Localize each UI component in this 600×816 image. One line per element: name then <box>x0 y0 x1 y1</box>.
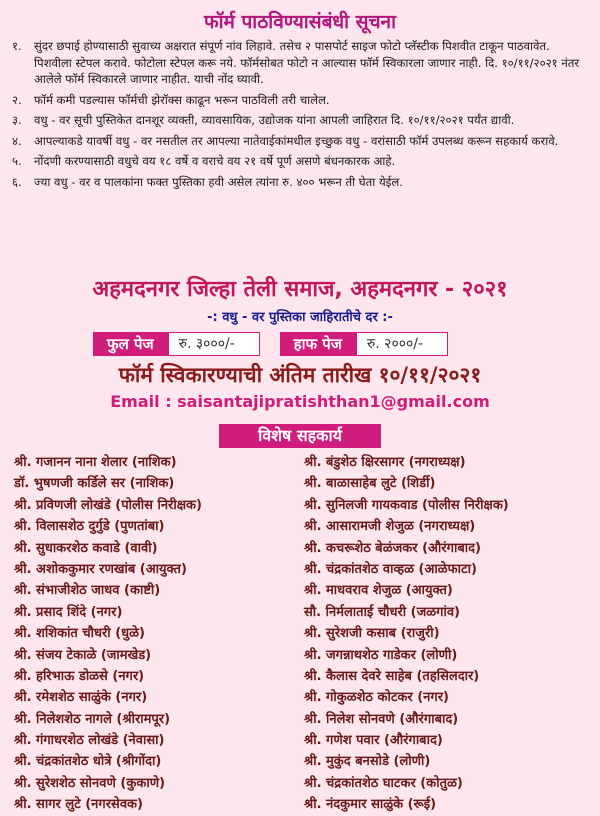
sponsor-name: डॉ. भुषणजी कर्डिले सर (नाशिक) <box>14 476 175 492</box>
rule-number: २. <box>12 92 22 107</box>
sponsor-name: श्री. अशोककुमार रणखांब (आयुक्त) <box>14 561 187 577</box>
rule-number: ४. <box>12 133 22 148</box>
sponsor-name: श्री. प्रसाद शिंदे (नगर) <box>14 604 123 620</box>
half-page-label: हाफ पेज <box>280 332 356 356</box>
rules-list <box>12 38 588 194</box>
rule-item <box>12 92 588 109</box>
rule-item <box>12 133 588 150</box>
full-page-label: फुल पेज <box>93 332 168 356</box>
rule-text: आपल्याकडे यावर्षी वधु - वर नसतील तर आपल्या नातेवाईकांमधील इच्छुक वधु - वरांसाठी फॉर्म उपलब्ध करून सहकार्य करावे. <box>34 133 559 148</box>
rule-text: नोंदणी करण्यासाठी वधुचे वय १८ वर्षे व वराचे वय २१ वर्षे पूर्ण असणे बंधनकारक आहे. <box>34 154 396 168</box>
sponsor-name: श्री. बाळासाहेब लुटे (शिर्डी) <box>304 476 436 492</box>
rule-item <box>12 174 588 191</box>
sponsor-name: श्री. चंद्रकांतशेठ धोत्रे (श्रीगोंदा) <box>14 754 162 770</box>
sponsors-heading: विशेष सहकार्य <box>219 424 381 448</box>
rule-number: १. <box>12 39 22 53</box>
sponsor-name: श्री. निलेशशेठ नागले (श्रीरामपूर) <box>14 711 171 727</box>
sponsor-name: श्री. गोकुळशेठ कोटकर (नगर) <box>304 690 449 706</box>
email-address: Email : saisantajipratishthan1@gmail.com <box>110 392 490 411</box>
sponsor-name: श्री. नंदकुमार साळुंके (रूई) <box>304 797 437 813</box>
sponsor-name: श्री. चंद्रकांतशेठ वाव्हळ (आळेफाटा) <box>304 561 477 577</box>
half-page-price: रु. २०००/- <box>356 332 448 356</box>
sponsor-name: श्री. निलेश सोनवणे (औरंगाबाद) <box>304 711 459 727</box>
rule-item <box>12 153 588 170</box>
rule-item <box>12 38 588 88</box>
deadline: फॉर्म स्विकारण्याची अंतिम तारीख १०/११/२०२१ <box>118 363 482 387</box>
rule-text: फॉर्म कमी पडल्यास फॉर्मची झेरॉक्स काढून भरून पाठविली तरी चालेल. <box>34 92 330 107</box>
sponsor-name: श्री. संजय टेकाळे (जामखेड) <box>14 647 152 663</box>
sponsor-name: श्री. गजानन नाना शेलार (नाशिक) <box>14 455 177 470</box>
sponsor-name: श्री. रमेशशेठ साळुंके (नगर) <box>14 690 148 706</box>
sponsor-name: श्री. सुरेशजी कसाब (राजुरी) <box>304 626 440 642</box>
sponsor-name: श्री. माधवराव शेजुळ (आयुक्त) <box>304 583 453 599</box>
sponsor-name: श्री. हरिभाऊ डोळसे (नगर) <box>14 668 145 684</box>
sponsor-name: श्री. कचरूशेठ बेळंजकर (औरंगाबाद) <box>304 540 481 556</box>
sponsor-name: श्री. चंद्रकांतशेठ घाटकर (कोतुळ) <box>304 775 463 791</box>
sponsor-name: श्री. आसारामजी शेजुळ (नगराध्यक्ष) <box>304 519 476 535</box>
org-title: अहमदनगर जिल्हा तेली समाज, अहमदनगर - २०२१ <box>92 277 508 302</box>
sponsor-name: श्री. सागर लुटे (नगरसेवक) <box>14 797 143 813</box>
sponsor-name: श्री. संभाजीशेठ जाधव (काष्टी) <box>14 583 161 599</box>
sponsor-name: श्री. जगन्नाथशेठ गाडेकर (लोणी) <box>304 647 458 663</box>
sponsor-name: श्री. विलासशेठ दुर्गुडे (पुणतांबा) <box>14 519 165 535</box>
rates-row <box>93 332 468 356</box>
rule-item <box>12 112 588 129</box>
sponsor-name: श्री. सुरेशशेठ सोनवणे (कुकाणे) <box>14 775 166 791</box>
sponsor-name: सौ. निर्मलाताई चौधरी (जळगांव) <box>304 604 460 620</box>
rule-text: वधु - वर सूची पुस्तिकेत दानशूर व्यक्ती, व्यावसायिक, उद्योजक यांना आपली जाहिरात दि. १०/११/२०२१ पर्यंत द्यावी. <box>34 113 515 127</box>
sponsor-name: श्री. मुकुंद बनसोडे (लोणी) <box>304 754 431 770</box>
full-page-price: रु. ३०००/- <box>168 332 260 356</box>
rule-text: सुंदर छपाई होण्यासाठी सुवाच्य अक्षरात संपूर्ण नांव लिहावे. तसेच २ पासपोर्ट साइज फोटो प्लॅस्टीक पिशवीत टाकून पाठवावेत. पिशवीला स्टेपल करावे. फोटोला स्टेपल करू नये. फॉर्मसोबत फोटो न आल्यास फॉर्म स्विकारला जाणार नाही. दि. १०/११/२०२१ नंतर आलेले फॉर्म स्विकारले जाणार नाहीत. याची नोंद घ्यावी. <box>34 39 580 86</box>
sponsor-name: श्री. बंडुशेठ क्षिरसागर (नगराध्यक्ष) <box>304 455 466 470</box>
sponsor-name: श्री. प्रविणजी लोखंडे (पोलीस निरीक्षक) <box>14 497 202 513</box>
sponsor-name: श्री. सुनिलजी गायकवाड (पोलीस निरीक्षक) <box>304 497 509 513</box>
sponsor-name: श्री. गणेश पवार (औरंगाबाद) <box>304 733 443 749</box>
rule-number: ५. <box>12 154 22 168</box>
notice-title: फॉर्म पाठविण्यासंबंधी सूचना <box>203 11 397 33</box>
rule-number: ६. <box>12 174 22 189</box>
rates-subtitle: -: वधु - वर पुस्तिका जाहिरातीचे दर :- <box>207 310 393 325</box>
sponsor-name: श्री. शशिकांत चौधरी (धुळे) <box>14 626 145 642</box>
sponsor-name: श्री. गंगाधरशेठ लोखंडे (नेवासा) <box>14 733 165 749</box>
sponsor-name: श्री. कैलास देवरे साहेब (तहसिलदार) <box>304 668 480 684</box>
rule-text: ज्या वधु - वर व पालकांना फक्त पुस्तिका हवी असेल त्यांना रु. ४०० भरून ती घेता येईल. <box>34 174 403 189</box>
rule-number: ३. <box>12 113 22 127</box>
sponsors-left-list <box>14 452 314 816</box>
sponsors-right-list <box>304 452 600 816</box>
sponsor-name: श्री. सुधाकरशेठ कवाडे (वावी) <box>14 540 158 556</box>
